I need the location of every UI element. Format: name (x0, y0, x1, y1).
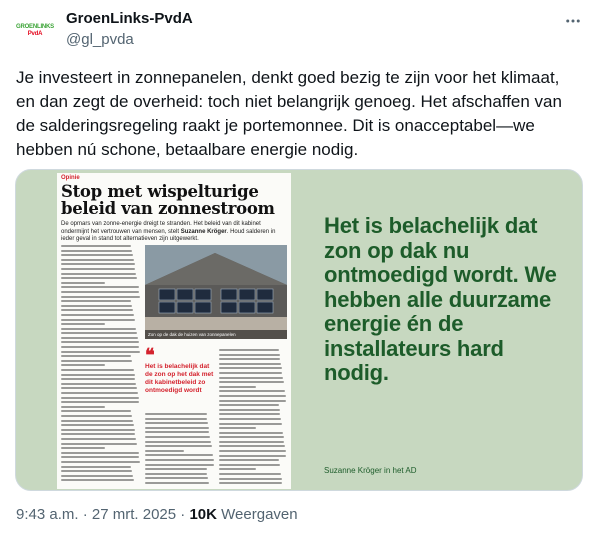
clipping-text-line (61, 319, 135, 321)
clipping-text-line (219, 349, 279, 351)
clipping-text-line (219, 473, 281, 475)
photo-caption: Zon op de dak de huizen van zonnepanelen (145, 330, 287, 339)
clipping-text-line (219, 409, 280, 411)
clipping-text-line (61, 406, 105, 408)
clipping-text-line (219, 432, 283, 434)
clipping-text-line (61, 245, 131, 247)
clipping-text-line (219, 468, 256, 470)
tweet-date[interactable]: 27 mrt. 2025 (91, 506, 177, 523)
clipping-text-line (61, 456, 139, 458)
clipping-text-line (61, 415, 132, 417)
clipping-text-line (61, 378, 135, 380)
clipping-text-line (145, 482, 209, 484)
clipping-text-line (219, 358, 280, 360)
clipping-text-line (61, 383, 136, 385)
clipping-text-line (61, 355, 131, 357)
clipping-text-line (145, 468, 207, 470)
clipping-text-line (145, 464, 214, 466)
meta-separator: · (180, 506, 186, 523)
clipping-text-line (61, 479, 134, 481)
clipping-text-line (61, 250, 132, 252)
clipping-text-line (219, 404, 279, 406)
clipping-text-line (219, 427, 256, 429)
views-count: 10K (189, 506, 217, 523)
clipping-text-line (219, 367, 282, 369)
clipping-text-line (61, 392, 138, 394)
pull-quote-text: Het is belachelijk dat de zon op het dak met dit kabinetbeleid zo ontmoedigd wordt (145, 363, 214, 394)
clipping-text-line (219, 423, 282, 425)
clipping-text-line (145, 431, 209, 433)
clipping-text-line (145, 445, 212, 447)
clipping-text-line (61, 309, 133, 311)
clipping-text-line (61, 461, 140, 463)
clipping-text-line (61, 291, 139, 293)
clipping-text-line (61, 328, 136, 330)
views-label: Weergaven (221, 506, 298, 523)
clipping-text-line (61, 387, 137, 389)
clipping-text-line (61, 277, 137, 279)
tweet-meta (16, 506, 298, 523)
clipping-text-line (61, 452, 139, 454)
clipping-text-line (145, 422, 208, 424)
clipping-text-line (61, 466, 131, 468)
clipping-text-line (145, 427, 209, 429)
clipping-text-line (219, 372, 282, 374)
avatar[interactable] (15, 11, 55, 51)
clipping-text-line (145, 459, 214, 461)
clipping-text-line (219, 450, 286, 452)
display-name[interactable]: GroenLinks-PvdA (66, 10, 193, 27)
clipping-text-line (219, 464, 280, 466)
clipping-text-line (61, 470, 132, 472)
clipping-text-line (61, 341, 139, 343)
more-options-icon[interactable] (562, 10, 584, 32)
clipping-text-line (219, 381, 284, 383)
clipping-text-line (145, 450, 184, 452)
clipping-text-line (61, 351, 140, 353)
clipping-headline: Stop met wispelturige beleid van zonnestroom (61, 182, 275, 218)
clipping-text-line (61, 259, 134, 261)
avatar-logo-line1: GROENLINKS (15, 24, 54, 30)
clipping-text-line (61, 286, 139, 288)
meta-separator: · (82, 506, 88, 523)
clipping-text-line (61, 438, 136, 440)
clipping-pull-quote (145, 345, 215, 409)
clipping-column-middle (145, 413, 215, 487)
media-credit: Suzanne Kröger in het AD (324, 466, 417, 475)
clipping-text-line (219, 400, 286, 402)
tweet-text: Je investeert in zonnepanelen, denkt goed bezig te zijn voor het klimaat, en dan zegt de overheid: toch niet belangrijk genoeg. Het afschaffen van de salderingsregeling raakt je portemonnee. Dit is onacceptabel—we hebben nú schone, betaalbare energie nodig. (16, 68, 562, 159)
clipping-text-line (219, 436, 284, 438)
clipping-text-line (145, 454, 213, 456)
clipping-text-line (61, 296, 140, 298)
clipping-text-line (219, 377, 283, 379)
clipping-text-line (61, 475, 133, 477)
avatar-logo-line2: PvdA (27, 31, 43, 37)
clipping-text-line (61, 282, 105, 284)
clipping-text-line (61, 410, 131, 412)
quote-mark-icon: ❝ (145, 345, 155, 366)
clipping-text-line (61, 305, 132, 307)
clipping-text-line (219, 395, 286, 397)
clipping-text-line (61, 314, 134, 316)
clipping-text-line (219, 354, 280, 356)
clipping-text-line (219, 363, 281, 365)
clipping-text-line (61, 268, 135, 270)
clipping-text-line (219, 441, 284, 443)
clipping-text-line (145, 473, 207, 475)
tweet-media[interactable] (15, 169, 583, 491)
clipping-column-right (219, 349, 287, 487)
clipping-text-line (61, 447, 105, 449)
clipping-text-line (61, 273, 136, 275)
clipping-text-line (145, 418, 207, 420)
clipping-text-line (219, 482, 282, 484)
clipping-text-line (145, 477, 208, 479)
clipping-lead: De opmars van zonne-energie dreigt te stranden. Het beleid van dit kabinet ondermijnt het vertrouwen van mensen, stelt Suzanne Kröger. Houd salderen in ieder geval in stand tot alternatieven zijn uitgewerkt. (61, 221, 276, 242)
clipping-text-line (61, 300, 131, 302)
newspaper-clipping (57, 173, 291, 489)
clipping-text-line (61, 429, 135, 431)
clipping-text-line (61, 424, 134, 426)
clipping-text-line (219, 413, 280, 415)
clipping-text-line (219, 445, 285, 447)
clipping-text-line (61, 332, 137, 334)
clipping-rubric: Opinie (61, 175, 80, 181)
clipping-text-line (61, 346, 139, 348)
solar-roof-photo (145, 245, 287, 339)
clipping-text-line (219, 386, 256, 388)
clipping-text-line (61, 263, 135, 265)
clipping-text-line (61, 369, 134, 371)
clipping-text-line (145, 413, 207, 415)
media-quote: Het is belachelijk dat zon op dak nu ontmoedigd wordt. We hebben alle duurzame energie én de installateurs hard nodig. (324, 213, 557, 385)
clipping-text-line (61, 397, 139, 399)
clipping-text-line (145, 441, 211, 443)
tweet-time[interactable]: 9:43 a.m. (16, 506, 79, 523)
clipping-text-line (219, 418, 281, 420)
clipping-text-line (145, 436, 210, 438)
clipping-text-line (61, 364, 105, 366)
clipping-text-line (61, 433, 135, 435)
clipping-text-line (61, 360, 132, 362)
clipping-text-line (219, 478, 282, 480)
clipping-text-line (61, 323, 105, 325)
clipping-text-line (61, 337, 138, 339)
clipping-text-line (61, 374, 135, 376)
clipping-text-line (219, 390, 285, 392)
clipping-text-line (61, 443, 137, 445)
user-handle[interactable]: @gl_pvda (66, 31, 134, 48)
clipping-text-line (219, 459, 279, 461)
clipping-text-line (219, 455, 286, 457)
clipping-text-line (61, 420, 133, 422)
clipping-text-line (61, 401, 139, 403)
clipping-text-line (61, 254, 133, 256)
clipping-column-left (61, 245, 141, 484)
